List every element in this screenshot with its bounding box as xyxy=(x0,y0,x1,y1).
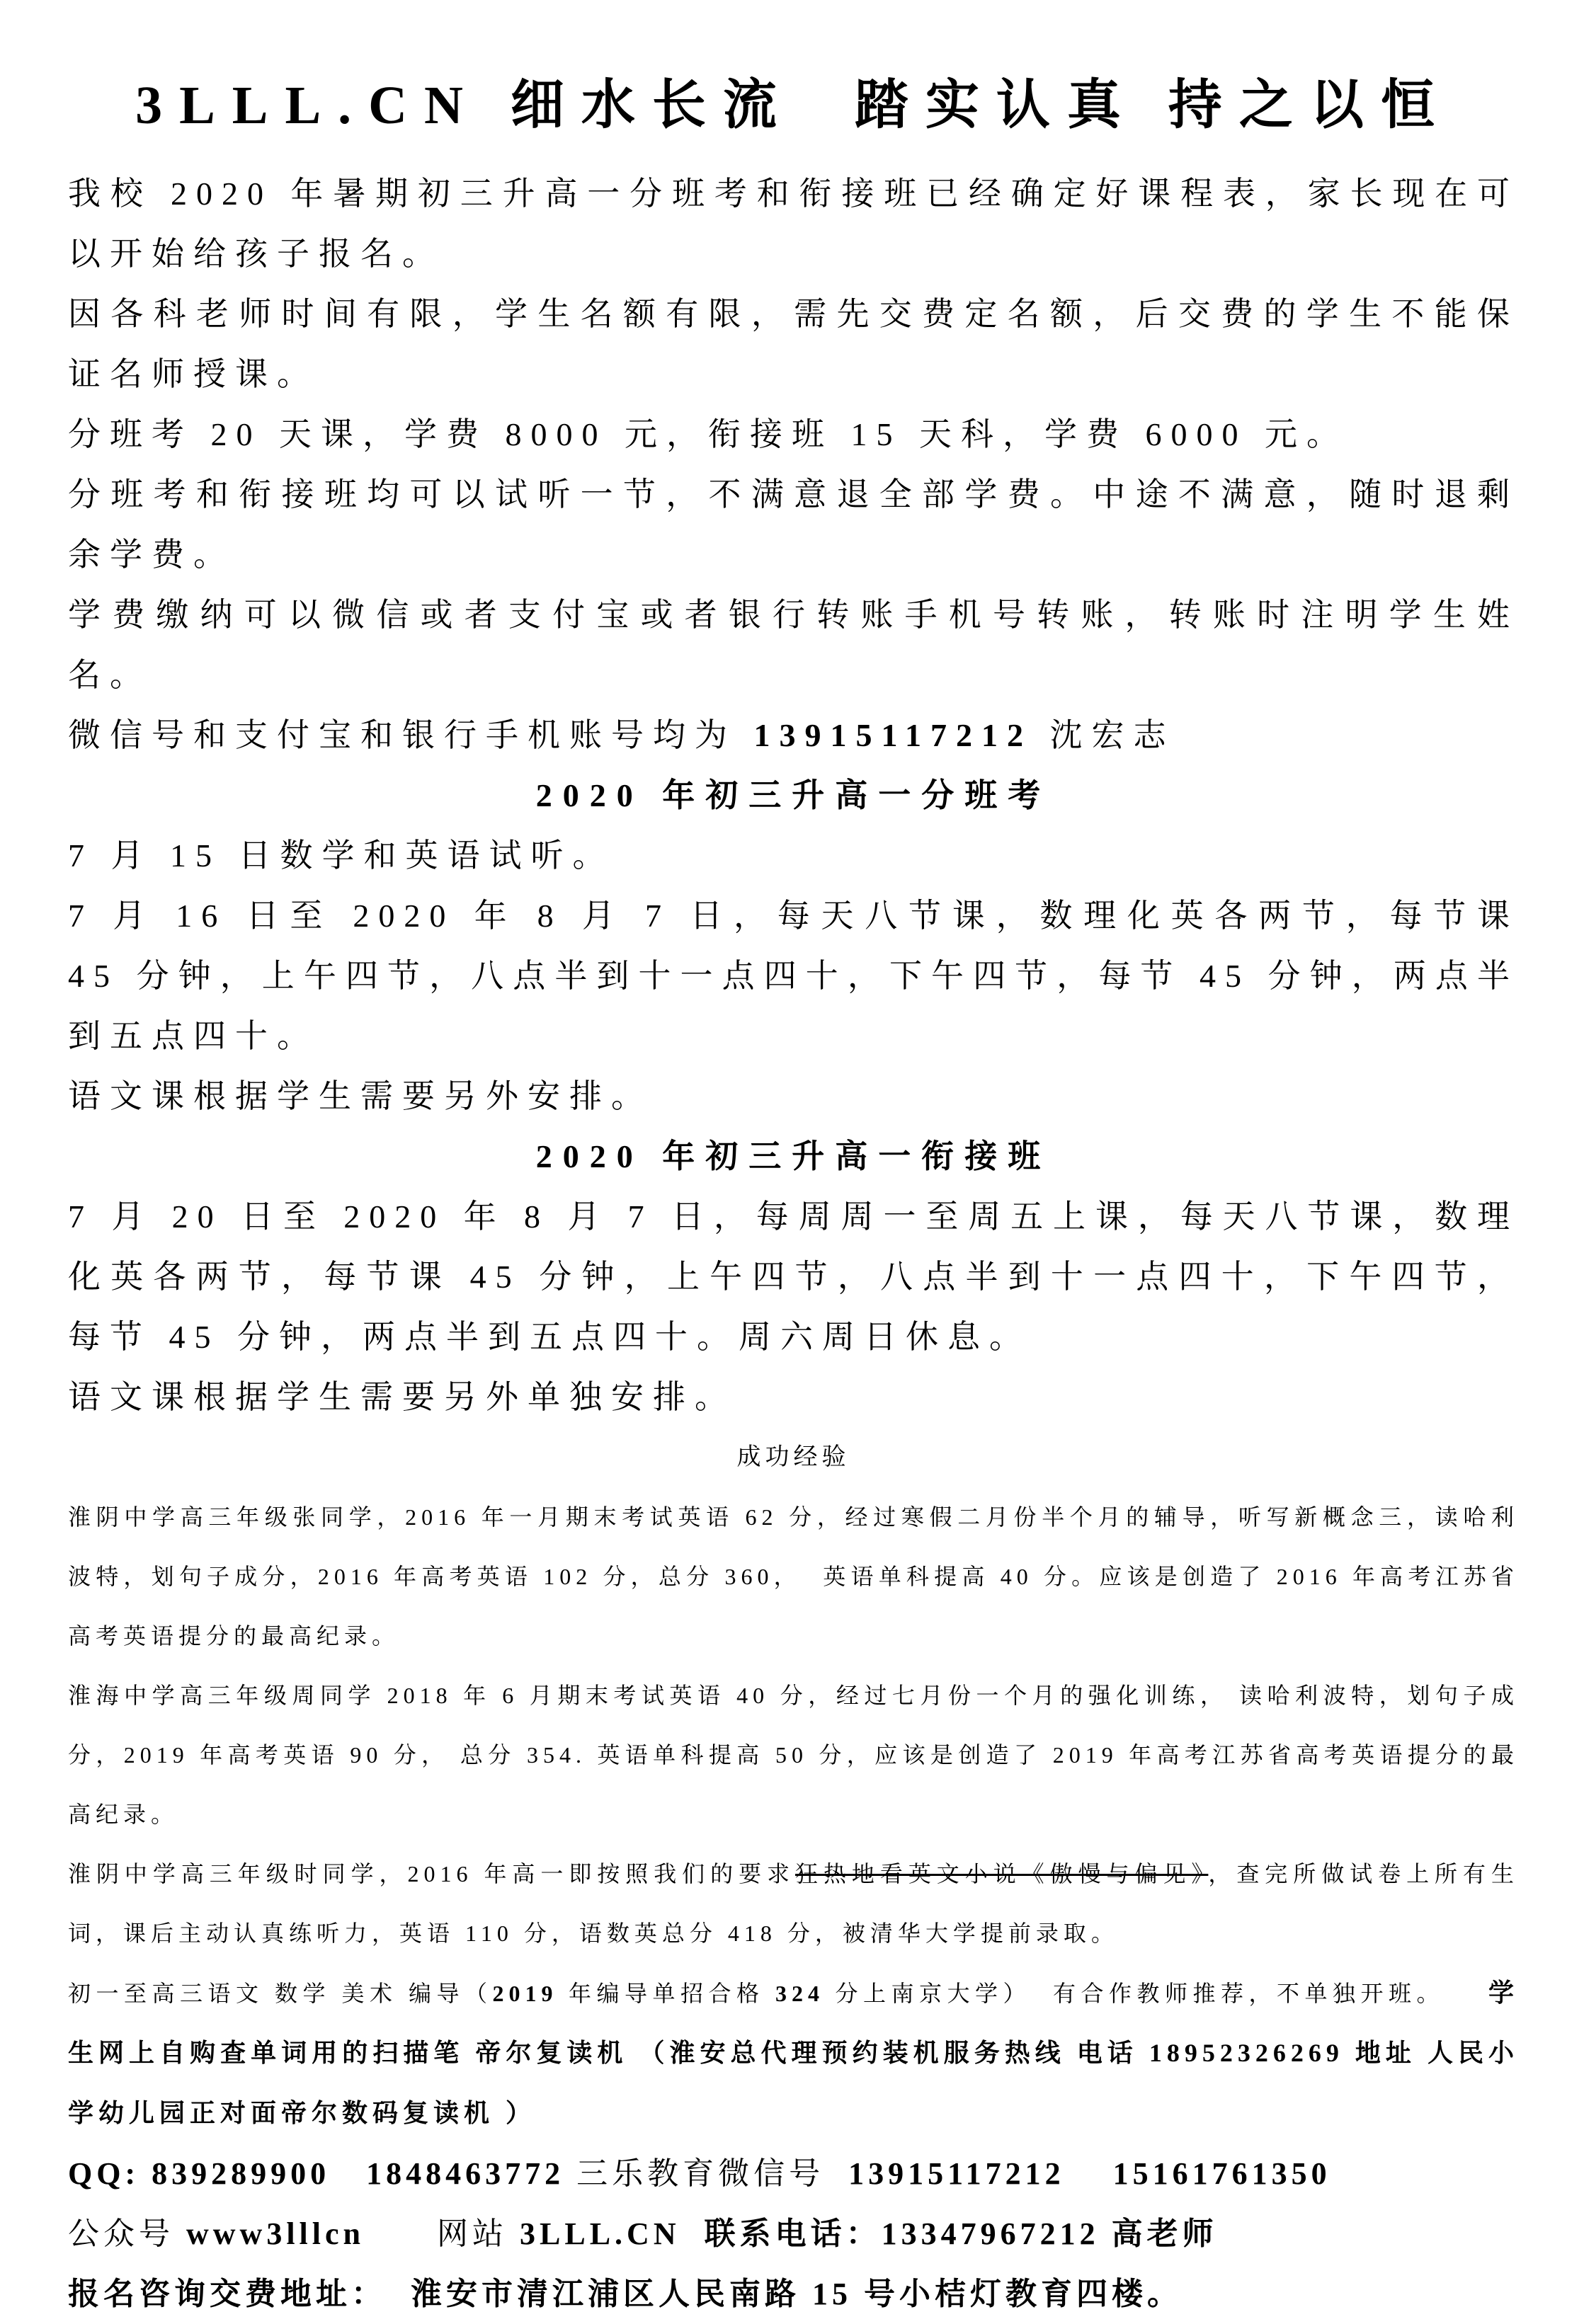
courses-year-number: 2019 xyxy=(492,1981,558,2006)
payment-phone-number: 13915117212 xyxy=(753,717,1032,753)
courses-and-scanner-paragraph xyxy=(68,1963,1519,2143)
story-shi-suffix: ，查完所做试卷上所有生词，课后主动认真练听力，英语 110 分，语数英总分 418 分，被清华大学提前录取。 xyxy=(68,1861,1519,1946)
section-heading-success: 成功经验 xyxy=(736,1444,850,1470)
placement-paragraph-trial: 7 月 15 日数学和英语试听。 xyxy=(68,837,615,874)
website-value: 3LLL.CN xyxy=(520,2216,680,2251)
qq-numbers: QQ: 839289900 1848463772 xyxy=(68,2156,577,2191)
intro-paragraph-signup: 我校 2020 年暑期初三升高一分班考和衔接班已经确定好课程表，家长现在可以开始给孩子报名。 xyxy=(68,176,1519,272)
intro-paragraph-payment-account xyxy=(68,705,1519,765)
contact-phone-teacher: 联系电话：13347967212 高老师 xyxy=(680,2216,1218,2251)
official-account-label: 公众号 xyxy=(68,2216,186,2251)
payment-account-holder: 沈宏志 xyxy=(1032,717,1175,753)
success-story-shi xyxy=(68,1844,1519,1963)
intro-paragraph-refund: 分班考和衔接班均可以试听一节，不满意退全部学费。中途不满意，随时退剩余学费。 xyxy=(68,476,1519,573)
strikethrough-text: 狂热地看英文小说《傲慢与偏见》 xyxy=(795,1861,1209,1887)
page-title: 3LLL.CN 细水长流 踏实认真 持之以恒 xyxy=(135,76,1452,135)
website-label: 网站 xyxy=(365,2216,520,2251)
intro-paragraph-payment-methods: 学费缴纳可以微信或者支付宝或者银行转账手机号转账，转账时注明学生姓名。 xyxy=(68,597,1519,693)
contact-line-web-phone xyxy=(68,2204,1519,2264)
story-shi-prefix: 淮阴中学高三年级时同学，2016 年高一即按照我们的要求 xyxy=(68,1861,795,1887)
wechat-numbers: 13915117212 15161761350 xyxy=(836,2156,1331,2191)
courses-list-text: 初一至高三语文 数学 美术 编导（ xyxy=(68,1981,493,2006)
scanner-pen-notice: 学生网上自购查单词用的扫描笔 帝尔复读机 （淮安总代理预约装机服务热线 电话 18952326269 地址 人民小学幼儿园正对面帝尔数码复读机 ） xyxy=(68,1979,1519,2127)
courses-score-number: 324 xyxy=(775,1981,824,2006)
contact-line-qq-wechat xyxy=(68,2143,1519,2204)
section-heading-placement-exam: 2020 年初三升高一分班考 xyxy=(535,777,1052,813)
placement-paragraph-chinese: 语文课根据学生需要另外安排。 xyxy=(68,1078,653,1114)
wechat-label: 三乐教育微信号 xyxy=(576,2156,837,2191)
intro-paragraph-tuition: 分班考 20 天课，学费 8000 元，衔接班 15 天科，学费 6000 元。 xyxy=(68,416,1348,452)
success-story-zhang: 淮阴中学高三年级张同学，2016 年一月期末考试英语 62 分，经过寒假二月份半个月的辅导，听写新概念三，读哈利波特，划句子成分，2016 年高考英语 102 分，总分 360， 英语单科提高 40 分。应该是创造了 2016 年高考江苏省高考英语提分的最高纪录。 xyxy=(68,1504,1519,1649)
official-account-value: www3lllcn xyxy=(186,2216,365,2251)
section-heading-bridging-class: 2020 年初三升高一衔接班 xyxy=(535,1138,1052,1174)
courses-tail-text: 分上南京大学） 有合作教师推荐，不单独开班。 xyxy=(824,1981,1488,2006)
contact-line-address: 报名咨询交费地址： 淮安市清江浦区人民南路 15 号小桔灯教育四楼。 xyxy=(68,2277,1183,2311)
placement-paragraph-schedule: 7 月 16 日至 2020 年 8 月 7 日，每天八节课，数理化英各两节，每节课 45 分钟，上午四节，八点半到十一点四十，下午四节，每节 45 分钟，两点半到五点四十。 xyxy=(68,898,1537,1054)
intro-paragraph-quota: 因各科老师时间有限，学生名额有限，需先交费定名额，后交费的学生不能保证名师授课。 xyxy=(68,296,1519,392)
courses-middle-text: 年编导单招合格 xyxy=(557,1981,775,2006)
bridging-paragraph-schedule: 7 月 20 日至 2020 年 8 月 7 日，每周周一至周五上课，每天八节课，数理化英各两节，每节课 45 分钟，上午四节，八点半到十一点四十，下午四节，每节 45 分钟，两点半到五点四十。周六周日休息。 xyxy=(68,1198,1519,1355)
success-story-zhou: 淮海中学高三年级周同学 2018 年 6 月期末考试英语 40 分，经过七月份一个月的强化训练， 读哈利波特，划句子成分，2019 年高考英语 90 分， 总分 354. 英语单科提高 50 分，应该是创造了 2019 年高考江苏省高考英语提分的最高纪录。 xyxy=(68,1683,1519,1827)
payment-account-prefix: 微信号和支付宝和银行手机账号均为 xyxy=(68,717,754,753)
bridging-paragraph-chinese: 语文课根据学生需要另外单独安排。 xyxy=(68,1379,736,1415)
